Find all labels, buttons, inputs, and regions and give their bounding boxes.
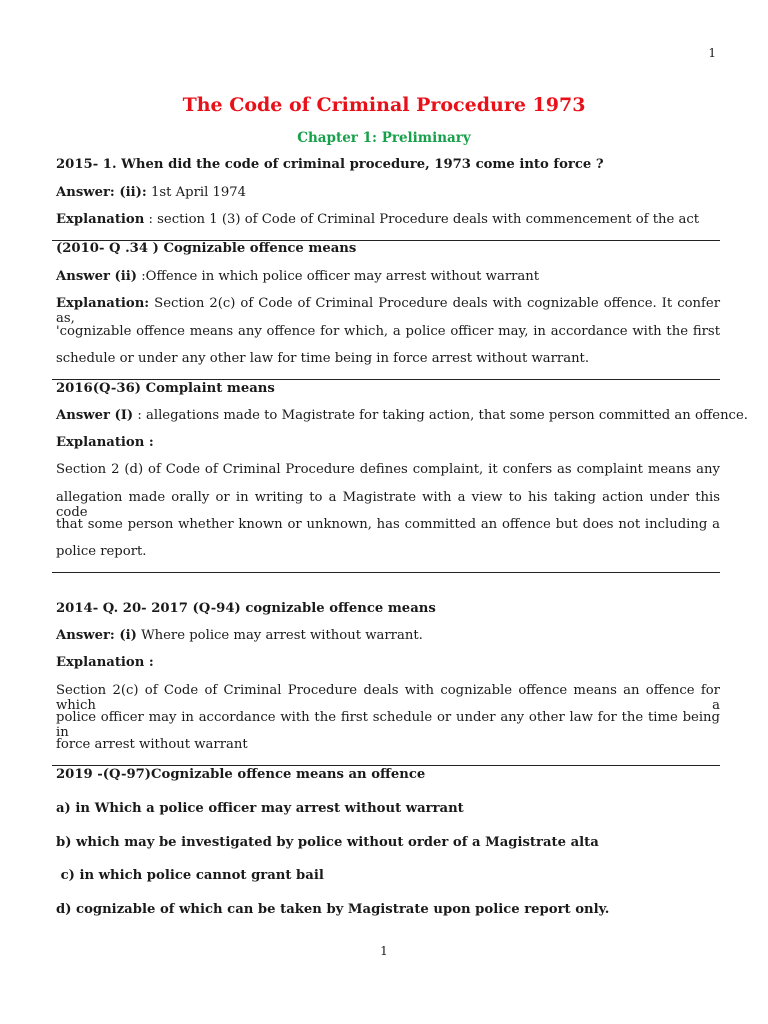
q1-explanation — [56, 212, 720, 227]
q3-explanation-label: Explanation : — [56, 435, 154, 450]
q4-answer-text: Where police may arrest without warrant. — [136, 628, 423, 643]
q2-explanation-label: Explanation: — [56, 296, 150, 311]
q2-question: (2010- Q .34 ) Cognizable offence means — [56, 241, 357, 256]
document-title: The Code of Criminal Procedure 1973 — [182, 94, 586, 116]
q4-explanation-line-1: Section 2(c) of Code of Criminal Procedure deals with cognizable offence means an offence for which a — [56, 683, 720, 713]
q1-answer-label: Answer: (ii): — [56, 185, 147, 200]
q3-explanation-line-4: police report. — [56, 544, 147, 559]
q1-explanation-text: : section 1 (3) of Code of Criminal Procedure deals with commencement of the act — [144, 212, 700, 227]
q2-explanation-line-3: schedule or under any other law for time being in force arrest without warrant. — [56, 351, 590, 366]
q2-answer-label: Answer (ii) — [56, 269, 138, 284]
q1-answer-text: 1st April 1974 — [146, 185, 247, 200]
q4-explanation-line-3: force arrest without warrant — [56, 737, 248, 752]
q2-explanation-line-2: 'cognizable offence means any offence for which, a police officer may, in accordance with the first — [56, 324, 720, 339]
section-divider — [52, 572, 720, 573]
q2-explanation-line-1 — [56, 296, 720, 326]
q3-answer-label: Answer (I) — [56, 408, 134, 423]
q3-explanation-line-2: allegation made orally or in writing to a Magistrate with a view to his taking action under this code — [56, 490, 720, 520]
page-number-top: 1 — [708, 46, 716, 60]
q5-option-d: d) cognizable of which can be taken by Magistrate upon police report only. — [56, 902, 610, 917]
q3-answer-text: : allegations made to Magistrate for taking action, that some person committed an offence. — [133, 408, 748, 423]
q3-explanation-line-1: Section 2 (d) of Code of Criminal Procedure defines complaint, it confers as complaint means any — [56, 462, 720, 477]
q4-answer — [56, 628, 720, 643]
q5-option-c: c) in which police cannot grant bail — [56, 868, 324, 883]
q1-question: 2015- 1. When did the code of criminal procedure, 1973 come into force ? — [56, 157, 604, 172]
q1-explanation-label: Explanation — [56, 212, 145, 227]
q5-question: 2019 -(Q-97)Cognizable offence means an offence — [56, 767, 426, 782]
q3-explanation-line-3: that some person whether known or unknown, has committed an offence but does not including a — [56, 517, 720, 532]
q4-explanation-label: Explanation : — [56, 655, 154, 670]
q5-option-b: b) which may be investigated by police without order of a Magistrate alta — [56, 835, 599, 850]
page-number-bottom: 1 — [380, 944, 388, 958]
q4-question: 2014- Q. 20- 2017 (Q-94) cognizable offence means — [56, 601, 436, 616]
q2-answer — [56, 269, 720, 284]
q4-answer-label: Answer: (i) — [56, 628, 137, 643]
q3-answer — [56, 408, 748, 423]
q5-option-a: a) in Which a police officer may arrest without warrant — [56, 801, 464, 816]
section-divider — [52, 379, 720, 380]
q4-explanation-line-2: police officer may in accordance with the first schedule or under any other law for the time being in — [56, 710, 720, 740]
section-divider — [52, 765, 720, 766]
q2-explanation-text-1: Section 2(c) of Code of Criminal Procedure deals with cognizable offence. It confer as, — [56, 296, 720, 326]
chapter-heading: Chapter 1: Preliminary — [297, 130, 471, 146]
q1-answer — [56, 185, 720, 200]
q3-question: 2016(Q-36) Complaint means — [56, 381, 275, 396]
q2-answer-text: :Offence in which police officer may arrest without warrant — [137, 269, 540, 284]
